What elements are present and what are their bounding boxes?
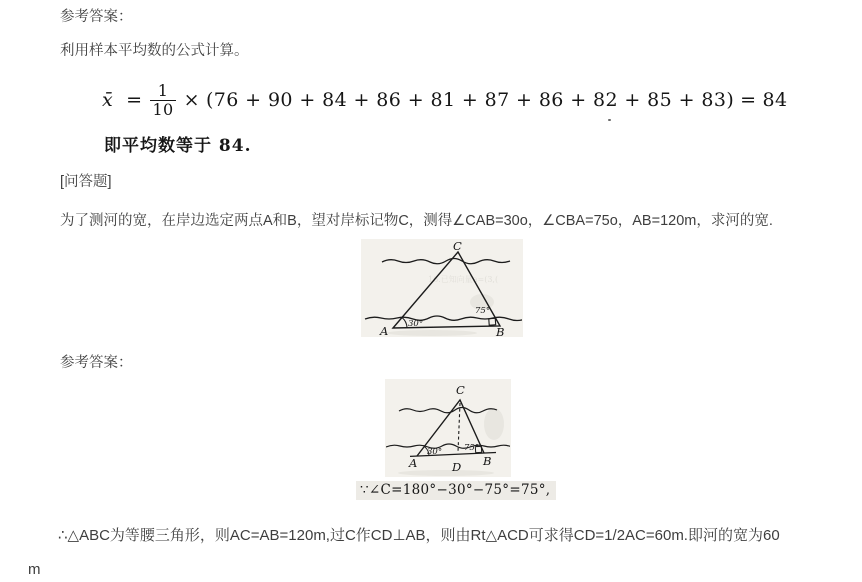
formula-equals: = (126, 89, 143, 111)
question-type-tag: [问答题] (60, 174, 112, 190)
fraction-numerator: 1 (157, 80, 169, 100)
solution-text-line2: m (28, 561, 41, 578)
figure1-riverbank-top (382, 259, 510, 264)
formula-sum: (76 + 90 + 84 + 86 + 81 + 87 + 86 + 82 + 85 + 83) (205, 89, 735, 111)
mean-formula (102, 78, 787, 122)
figure1-river-triangle (362, 240, 522, 336)
answer1-method-text: 利用样本平均数的公式计算。 (60, 43, 249, 59)
figure2-label-C: C (456, 383, 465, 397)
figure1-triangle (393, 252, 500, 328)
figure2-caption-equation: ∵∠C=180°−30°−75°=75°, (356, 481, 556, 500)
fraction-denominator: 10 (152, 99, 174, 119)
formula-result: 84 (762, 89, 788, 111)
figure1-angle-mark-B (489, 318, 496, 325)
figure1-riverbank-bottom (365, 316, 522, 321)
formula-fraction (150, 82, 175, 119)
figure1-label-C: C (453, 240, 462, 253)
figure2-label-D: D (452, 460, 462, 474)
figure2-smudge (484, 408, 504, 440)
figure1-angle-B-value: 75° (475, 306, 491, 316)
figure2-altitude-triangle (386, 380, 510, 476)
solution-text-line1: ∴△ABC为等腰三角形，则AC=AB=120m,过C作CD⊥AB，则由Rt△ACD可求得CD=1/2AC=60m.即河的宽为60 (58, 527, 780, 544)
figure1-label-A: A (380, 324, 389, 336)
figure1-label-B: B (496, 325, 505, 336)
formula-xbar: x̄ (102, 89, 114, 111)
figure1-angle-A-value: 30° (408, 319, 424, 329)
answer1-label: 参考答案： (60, 9, 133, 25)
answer1-conclusion: 即平均数等于 84. (104, 136, 252, 156)
figure2-label-B: B (483, 454, 492, 468)
figure1-smudge (387, 330, 477, 336)
figure2-label-A: A (409, 456, 418, 470)
figure1-angle-arc-A (402, 318, 407, 328)
figure2-smudge (398, 470, 494, 476)
formula-times: × (183, 89, 200, 111)
figure2-riverbank-bottom (386, 444, 510, 448)
figure2-altitude-CD (458, 403, 460, 452)
formula-equals2: = (740, 89, 757, 111)
figure2-riverbank-top (399, 408, 497, 413)
figure2-angle-A-value: 30° (427, 447, 443, 457)
answer2-label: 参考答案： (60, 355, 133, 371)
question-text: 为了测河的宽，在岸边选定两点A和B，望对岸标记物C，测得∠CAB=30o，∠CBA=75o，AB=120m，求河的宽. (60, 213, 773, 229)
figure1-bleed-text: 16.已知向量a=(3,( (428, 275, 499, 284)
scan-speck (608, 119, 611, 121)
figure2-angle-B-value: 75° (464, 443, 480, 453)
